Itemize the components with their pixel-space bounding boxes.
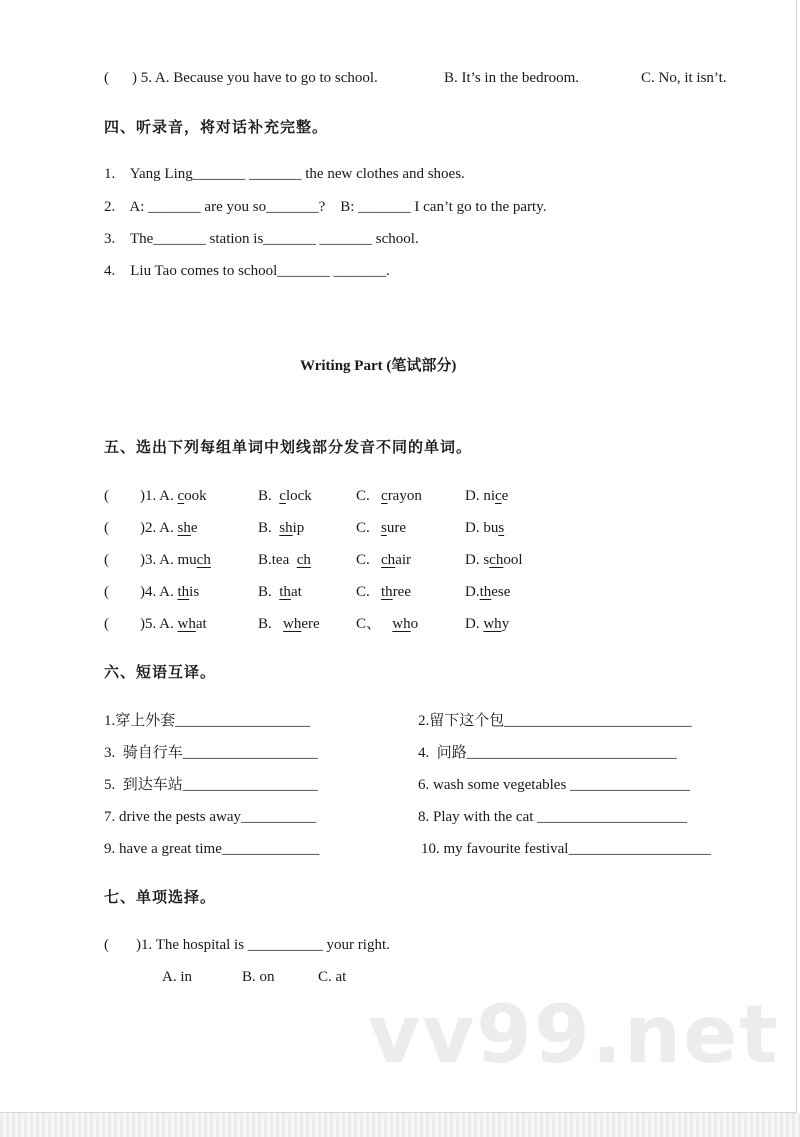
option-a-label: )3. A. mu [140, 552, 197, 568]
option-c-label: C. [356, 552, 370, 568]
gap [370, 520, 381, 536]
underlined-letters: c [177, 488, 185, 504]
text: ree [392, 584, 411, 600]
gap [381, 616, 392, 632]
gap [370, 552, 381, 568]
phrase-item-8: 8. Play with the cat ____________________ [418, 809, 688, 825]
paren: ( [104, 937, 109, 953]
paren: ( [104, 488, 109, 504]
paren: ( [104, 520, 109, 536]
question-1: )1. The hospital is __________ your right. [136, 937, 390, 953]
row-5-option-c [356, 614, 418, 634]
underlined-letters: sh [279, 520, 293, 536]
option-b-label: B. [258, 520, 272, 536]
option-c-label: C. [356, 488, 370, 504]
row-1-option-d [465, 486, 508, 506]
option-c-label: C、 [356, 616, 382, 632]
underlined-letters: s [498, 520, 505, 536]
row-2-option-d [465, 518, 504, 538]
phrase-item-1: 1.穿上外套__________________ [104, 713, 311, 729]
gap [370, 488, 381, 504]
underlined-letters: c [279, 488, 286, 504]
row-2-option-a [140, 518, 198, 538]
section-6-heading: 六、短语互译。 [104, 663, 217, 681]
underlined-letters: ch [381, 552, 396, 568]
option-a-label: )1. A. [140, 488, 178, 504]
section-4-heading: 四、听录音，将对话补充完整。 [104, 118, 329, 136]
paren: ( [104, 70, 109, 86]
option-d-label: D. bu [465, 520, 499, 536]
underlined-letters: th [479, 584, 492, 600]
row-4-option-d [465, 582, 510, 602]
text: rayon [387, 488, 422, 504]
phrase-item-5: 5. 到达车站__________________ [104, 777, 318, 793]
row-5-option-b [258, 614, 320, 634]
text: at [290, 584, 302, 600]
underlined-letters: s [381, 520, 387, 536]
section-4-line-1: 1. Yang Ling_______ _______ the new clothes and shoes. [104, 166, 465, 182]
text: ook [184, 488, 207, 504]
paren: ( [104, 584, 109, 600]
row-4-option-b [258, 582, 302, 602]
phrase-item-4: 4. 问路____________________________ [418, 745, 677, 761]
gap [276, 616, 284, 632]
text: y [501, 616, 510, 632]
text: ool [503, 552, 523, 568]
option-b-label: B. [258, 488, 272, 504]
section-7-heading: 七、单项选择。 [104, 888, 217, 906]
text: ip [292, 520, 305, 536]
row-1-option-c [356, 486, 422, 506]
text: e [190, 520, 198, 536]
underlined-letters: wh [392, 616, 411, 632]
row-2-paren [104, 518, 109, 538]
row-3-option-d [465, 550, 523, 570]
text: ure [386, 520, 407, 536]
row-1-option-b [258, 486, 312, 506]
underlined-letters: th [177, 584, 190, 600]
gap [370, 584, 381, 600]
option-c-label: C. [356, 584, 370, 600]
gap [289, 552, 297, 568]
section-5-heading: 五、选出下列每组单词中划线部分发音不同的单词。 [104, 438, 473, 456]
option-b: B. on [242, 969, 275, 985]
option-a-label: )5. A. [140, 616, 178, 632]
text: at [195, 616, 207, 632]
question-5-option-b: B. It’s in the bedroom. [444, 70, 579, 86]
row-3-paren [104, 550, 109, 570]
phrase-item-2: 2.留下这个包_________________________ [418, 713, 692, 729]
row-5-paren [104, 614, 109, 634]
underlined-letters: c [381, 488, 388, 504]
watermark: vv99.net [368, 988, 780, 1081]
row-5-option-d [465, 614, 509, 634]
text: is [189, 584, 200, 600]
writing-part-title: Writing Part (笔试部分) [300, 358, 457, 374]
option-d-label: D. ni [465, 488, 495, 504]
phrase-item-7: 7. drive the pests away__________ [104, 809, 317, 825]
underlined-letters: ch [489, 552, 504, 568]
phrase-item-6: 6. wash some vegetables ________________ [418, 777, 691, 793]
underlined-letters: c [495, 488, 502, 504]
paren: ( [104, 616, 109, 632]
question-5-option-a: ) 5. A. Because you have to go to school. [132, 70, 378, 86]
row-1-option-a [140, 486, 207, 506]
row-3-option-a [140, 550, 211, 570]
paren: ( [104, 552, 109, 568]
question-5-option-c: C. No, it isn’t. [641, 70, 727, 86]
row-3-option-c [356, 550, 411, 570]
text: o [410, 616, 419, 632]
row-4-option-c [356, 582, 411, 602]
text: lock [285, 488, 312, 504]
option-d-label: D. [465, 616, 484, 632]
underlined-letters: th [381, 584, 393, 600]
option-c: C. at [318, 969, 347, 985]
underlined-letters: wh [483, 616, 502, 632]
underlined-letters: ch [296, 552, 311, 568]
text: ere [301, 616, 320, 632]
viewer-bottom-edge [0, 1113, 800, 1137]
option-a: A. in [162, 969, 192, 985]
option-d-label: D. s [465, 552, 490, 568]
phrase-item-3: 3. 骑自行车__________________ [104, 745, 318, 761]
row-4-option-a [140, 582, 199, 602]
option-b-label: B. [258, 616, 276, 632]
option-a-label: )4. A. [140, 584, 178, 600]
underlined-letters: sh [177, 520, 191, 536]
option-b-label: B.tea [258, 552, 290, 568]
option-d-label: D. [465, 584, 480, 600]
text: air [395, 552, 412, 568]
row-4-paren [104, 582, 109, 602]
option-b-label: B. [258, 584, 272, 600]
row-2-option-b [258, 518, 304, 538]
row-1-paren [104, 486, 109, 506]
underlined-letters: ch [196, 552, 211, 568]
section-4-line-3: 3. The_______ station is_______ _______ school. [104, 231, 419, 247]
phrase-item-10: 10. my favourite festival___________________ [421, 841, 711, 857]
section-4-line-2: 2. A: _______ are you so_______? B: _______ I can’t go to the party. [104, 199, 547, 215]
option-c-label: C. [356, 520, 370, 536]
row-5-option-a [140, 614, 207, 634]
text: ese [491, 584, 511, 600]
phrase-item-9: 9. have a great time_____________ [104, 841, 320, 857]
text: e [501, 488, 509, 504]
row-3-option-b [258, 550, 311, 570]
section-4-line-4: 4. Liu Tao comes to school_______ _______. [104, 263, 390, 279]
underlined-letters: wh [283, 616, 302, 632]
underlined-letters: wh [177, 616, 196, 632]
underlined-letters: th [279, 584, 291, 600]
option-a-label: )2. A. [140, 520, 178, 536]
row-2-option-c [356, 518, 406, 538]
